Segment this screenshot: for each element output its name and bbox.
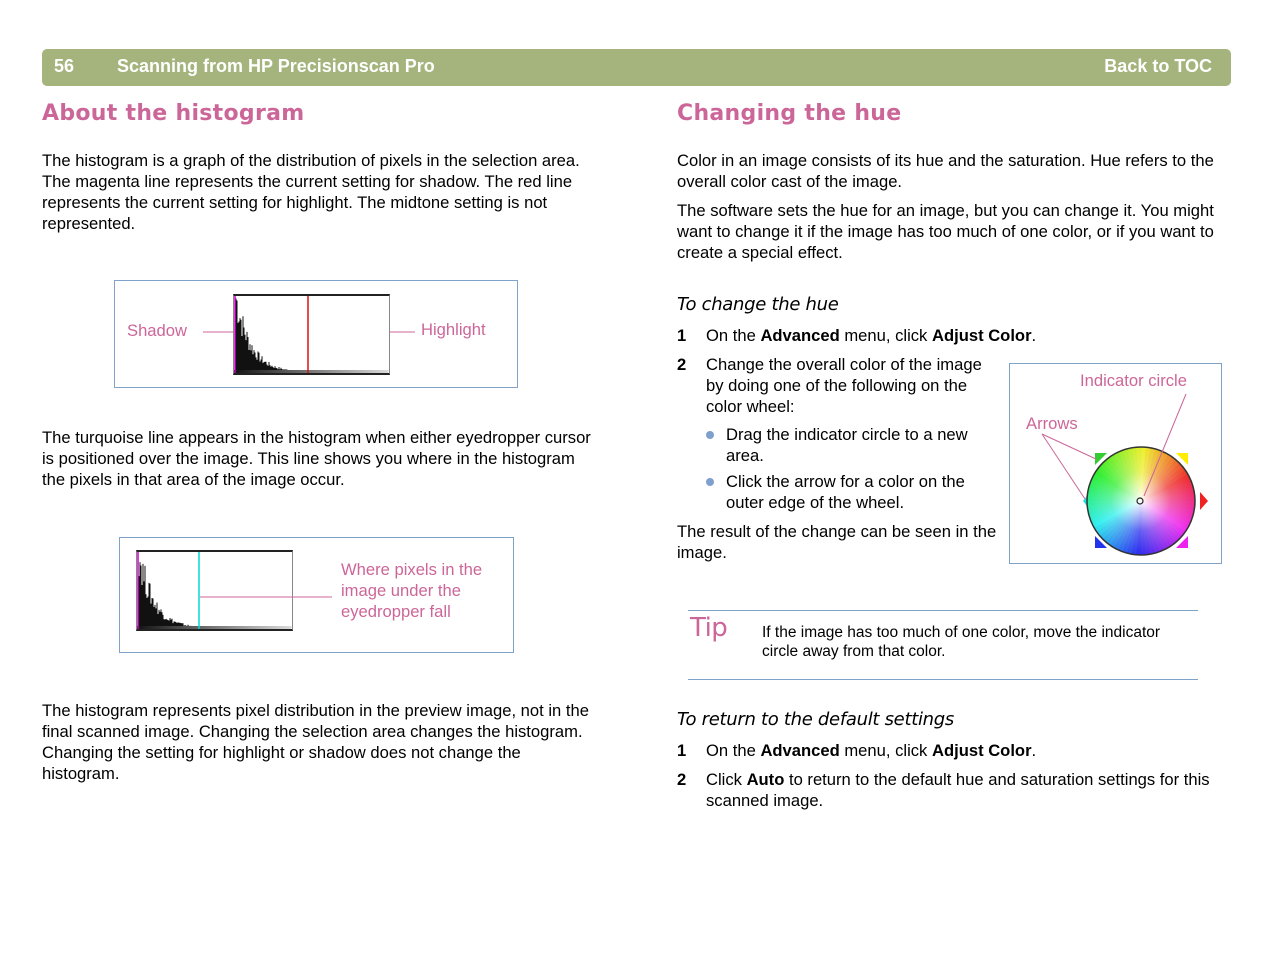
tip-text: If the image has too much of one color, move the indicator circle away from that color. bbox=[762, 624, 1161, 660]
bullet-icon bbox=[706, 431, 714, 439]
indicator-circle-label: Indicator circle bbox=[1080, 371, 1187, 390]
shadow-label: Shadow bbox=[127, 321, 187, 340]
step-number: 2 bbox=[677, 355, 687, 374]
color-wheel bbox=[1010, 364, 1221, 563]
histogram-graph bbox=[233, 294, 390, 375]
step-click-auto: Click Auto to return to the default hue and saturation settings for this scanned image. bbox=[706, 770, 1210, 810]
tip-word: Tip bbox=[690, 613, 728, 643]
hue-software-paragraph: The software sets the hue for an image, but you can change it. You might want to change it if the image has too much of one color, or if you want to create a special effect. bbox=[677, 201, 1214, 262]
step-number: 1 bbox=[677, 326, 687, 345]
back-to-toc-link[interactable]: Back to TOC bbox=[1104, 56, 1212, 76]
bullet-click-arrow: Click the arrow for a color on the outer edge of the wheel. bbox=[726, 472, 965, 512]
step-advanced-adjust-color: On the Advanced menu, click Adjust Color. bbox=[706, 326, 1037, 345]
step-advanced-adjust-color-2: On the Advanced menu, click Adjust Color. bbox=[706, 741, 1037, 760]
step-number: 2 bbox=[677, 770, 687, 789]
histogram-bars bbox=[234, 296, 389, 373]
eyedropper-label: Where pixels in the image under the eyedropper fall bbox=[341, 560, 483, 621]
figure-shadow-highlight bbox=[114, 280, 518, 388]
step-number: 1 bbox=[677, 741, 687, 760]
result-paragraph: The result of the change can be seen in the image. bbox=[677, 522, 997, 562]
tip-rule-top bbox=[688, 610, 1198, 611]
figure-eyedropper bbox=[119, 537, 514, 653]
header-bar bbox=[42, 49, 1231, 86]
step-change-color: Change the overall color of the image by doing one of the following on the color wheel: bbox=[706, 355, 982, 416]
chapter-title: Scanning from HP Precisionscan Pro bbox=[117, 56, 435, 76]
turquoise-line-paragraph: The turquoise line appears in the histogram when either eyedropper cursor is positioned over the image. This line shows you where in the histogram the pixels in that area of the image occur. bbox=[42, 428, 591, 489]
arrow-red-icon[interactable] bbox=[1200, 492, 1208, 510]
hue-intro-paragraph: Color in an image consists of its hue and the saturation. Hue refers to the overall color cast of the image. bbox=[677, 151, 1214, 191]
histogram-preview-paragraph: The histogram represents pixel distribution in the preview image, not in the final scanned image. Changing the selection area changes the histogram. Changing the setting for highlight or shadow does not change the histogram. bbox=[42, 701, 589, 783]
heading-about-histogram: About the histogram bbox=[42, 101, 305, 126]
procedure-title-default: To return to the default settings bbox=[677, 709, 954, 730]
tip-rule-bottom bbox=[688, 679, 1198, 680]
highlight-label: Highlight bbox=[421, 320, 486, 339]
histogram-intro-paragraph: The histogram is a graph of the distribution of pixels in the selection area. The magenta line represents the current setting for shadow. The red line represents the current setting for highlight. The midtone setting is not represented. bbox=[42, 151, 580, 233]
arrows-label: Arrows bbox=[1026, 414, 1078, 433]
heading-changing-hue: Changing the hue bbox=[677, 101, 902, 126]
bullet-drag-indicator: Drag the indicator circle to a new area. bbox=[726, 425, 968, 465]
page-number: 56 bbox=[54, 56, 75, 76]
bullet-icon bbox=[706, 478, 714, 486]
procedure-title-change-hue: To change the hue bbox=[677, 294, 839, 315]
figure-color-wheel bbox=[1009, 363, 1222, 564]
